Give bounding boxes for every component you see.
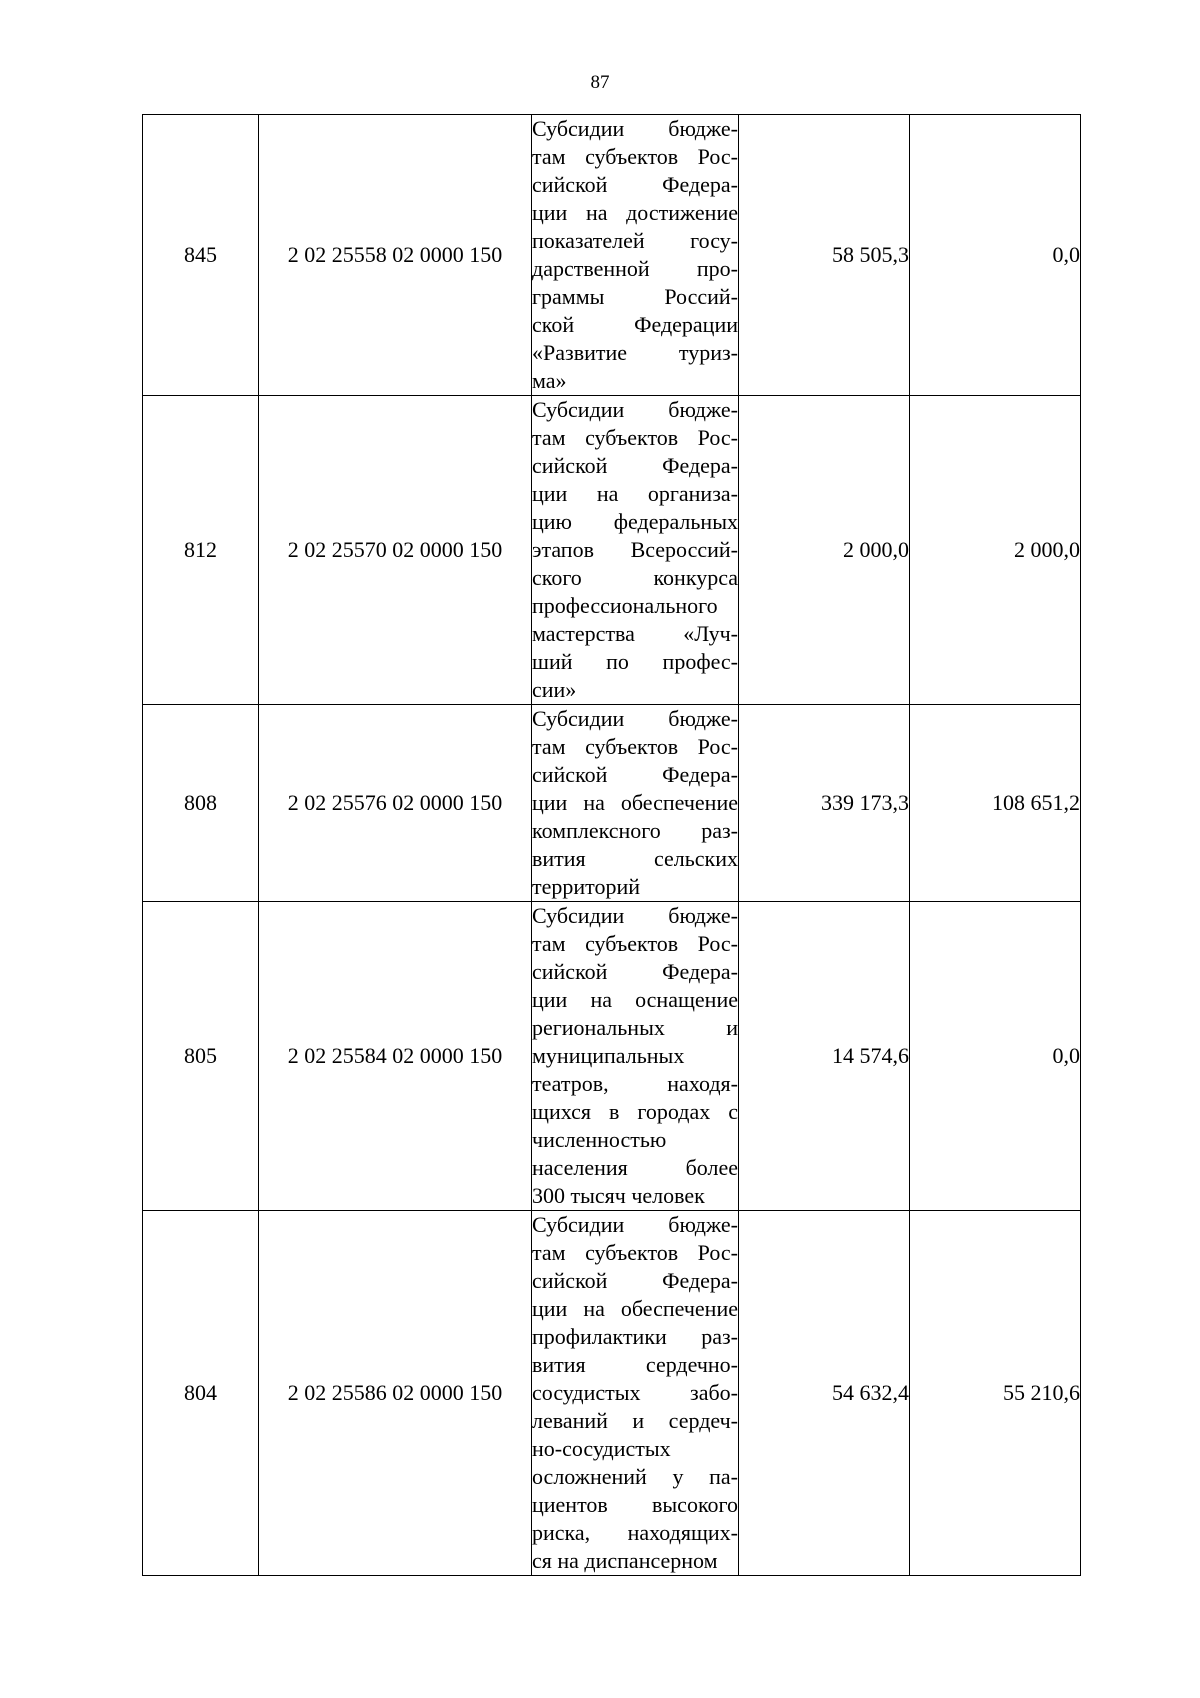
admin-code-cell: 805 [143, 902, 259, 1211]
revenue-name-line: населения более [532, 1155, 738, 1180]
revenue-name-line: мастерства «Луч- [532, 621, 738, 646]
revenue-name-line: численностью [532, 1127, 667, 1152]
revenue-name-line: муниципальных [532, 1043, 685, 1068]
revenue-name-line: там субъектов Рос- [532, 734, 738, 759]
revenue-name-line: там субъектов Рос- [532, 425, 738, 450]
revenue-name-line: но-сосудистых [532, 1436, 671, 1461]
revenue-name-cell [532, 1211, 739, 1576]
revenue-name-line: комплексного раз- [532, 818, 738, 843]
revenue-name-line: ма» [532, 368, 567, 393]
revenue-name-line: сийской Федера- [532, 762, 738, 787]
revenue-name-line: профилактики раз- [532, 1324, 738, 1349]
amount-year-1-cell: 14 574,6 [739, 902, 910, 1211]
revenue-name-line: осложнений у па- [532, 1464, 738, 1489]
revenue-name-line: ского конкурса [532, 565, 738, 590]
table-row [143, 902, 1081, 1211]
revenue-name-line: там субъектов Рос- [532, 1240, 738, 1265]
revenue-name-line: 300 тысяч человек [532, 1183, 705, 1208]
revenue-name-line: сийской Федера- [532, 959, 738, 984]
revenue-name-line: ции на обеспечение [532, 790, 738, 815]
table-body [143, 115, 1081, 1576]
revenue-name-cell [532, 396, 739, 705]
revenue-name-line: Субсидии бюдже- [532, 397, 738, 422]
revenue-name-line: там субъектов Рос- [532, 144, 738, 169]
revenue-name-line: Субсидии бюдже- [532, 116, 738, 141]
revenue-name-line: театров, находя- [532, 1071, 738, 1096]
revenue-name-line: сии» [532, 677, 577, 702]
revenue-name-line: там субъектов Рос- [532, 931, 738, 956]
budget-revenue-table [142, 114, 1081, 1576]
amount-year-2-cell: 55 210,6 [910, 1211, 1081, 1576]
revenue-name-line: леваний и сердеч- [532, 1408, 738, 1433]
admin-code-cell: 804 [143, 1211, 259, 1576]
revenue-code-cell: 2 02 25584 02 0000 150 [259, 902, 532, 1211]
amount-year-2-cell: 0,0 [910, 115, 1081, 396]
table-row [143, 1211, 1081, 1576]
revenue-name-line: ской Федерации [532, 312, 738, 337]
revenue-name-line: ции на организа- [532, 481, 738, 506]
revenue-name-line: щихся в городах с [532, 1099, 738, 1124]
table-row [143, 396, 1081, 705]
revenue-name-line: ший по профес- [532, 649, 738, 674]
revenue-name-line: «Развитие туриз- [532, 340, 738, 365]
revenue-name-line: показателей госу- [532, 228, 738, 253]
revenue-name-line: цию федеральных [532, 509, 738, 534]
amount-year-1-cell: 2 000,0 [739, 396, 910, 705]
revenue-name-line: вития сельских [532, 846, 738, 871]
revenue-name-cell [532, 902, 739, 1211]
amount-year-2-cell: 2 000,0 [910, 396, 1081, 705]
revenue-code-cell: 2 02 25576 02 0000 150 [259, 705, 532, 902]
admin-code-cell: 845 [143, 115, 259, 396]
table-row [143, 705, 1081, 902]
amount-year-2-cell: 108 651,2 [910, 705, 1081, 902]
revenue-name-cell [532, 115, 739, 396]
revenue-name-line: Субсидии бюдже- [532, 1212, 738, 1237]
revenue-name-line: сийской Федера- [532, 453, 738, 478]
revenue-name-line: этапов Всероссий- [532, 537, 738, 562]
revenue-name-line: риска, находящих- [532, 1520, 738, 1545]
revenue-name-line: граммы Россий- [532, 284, 738, 309]
admin-code-cell: 808 [143, 705, 259, 902]
revenue-name-line: ся на диспансерном [532, 1548, 718, 1573]
revenue-name-line: Субсидии бюдже- [532, 903, 738, 928]
revenue-name-line: ции на обеспечение [532, 1296, 738, 1321]
revenue-name-line: сосудистых забо- [532, 1380, 738, 1405]
table-row [143, 115, 1081, 396]
revenue-name-line: территорий [532, 874, 641, 899]
amount-year-1-cell: 339 173,3 [739, 705, 910, 902]
amount-year-2-cell: 0,0 [910, 902, 1081, 1211]
revenue-name-line: вития сердечно- [532, 1352, 738, 1377]
revenue-name-cell [532, 705, 739, 902]
revenue-code-cell: 2 02 25570 02 0000 150 [259, 396, 532, 705]
revenue-name-line: региональных и [532, 1015, 738, 1040]
revenue-name-line: циентов высокого [532, 1492, 738, 1517]
amount-year-1-cell: 58 505,3 [739, 115, 910, 396]
amount-year-1-cell: 54 632,4 [739, 1211, 910, 1576]
revenue-code-cell: 2 02 25558 02 0000 150 [259, 115, 532, 396]
revenue-name-line: профессионального [532, 593, 718, 618]
revenue-name-line: сийской Федера- [532, 172, 738, 197]
revenue-name-line: сийской Федера- [532, 1268, 738, 1293]
revenue-name-line: ции на достижение [532, 200, 738, 225]
revenue-name-line: ции на оснащение [532, 987, 738, 1012]
page-number: 87 [590, 72, 610, 93]
admin-code-cell: 812 [143, 396, 259, 705]
revenue-name-line: дарственной про- [532, 256, 738, 281]
revenue-name-line: Субсидии бюдже- [532, 706, 738, 731]
revenue-code-cell: 2 02 25586 02 0000 150 [259, 1211, 532, 1576]
